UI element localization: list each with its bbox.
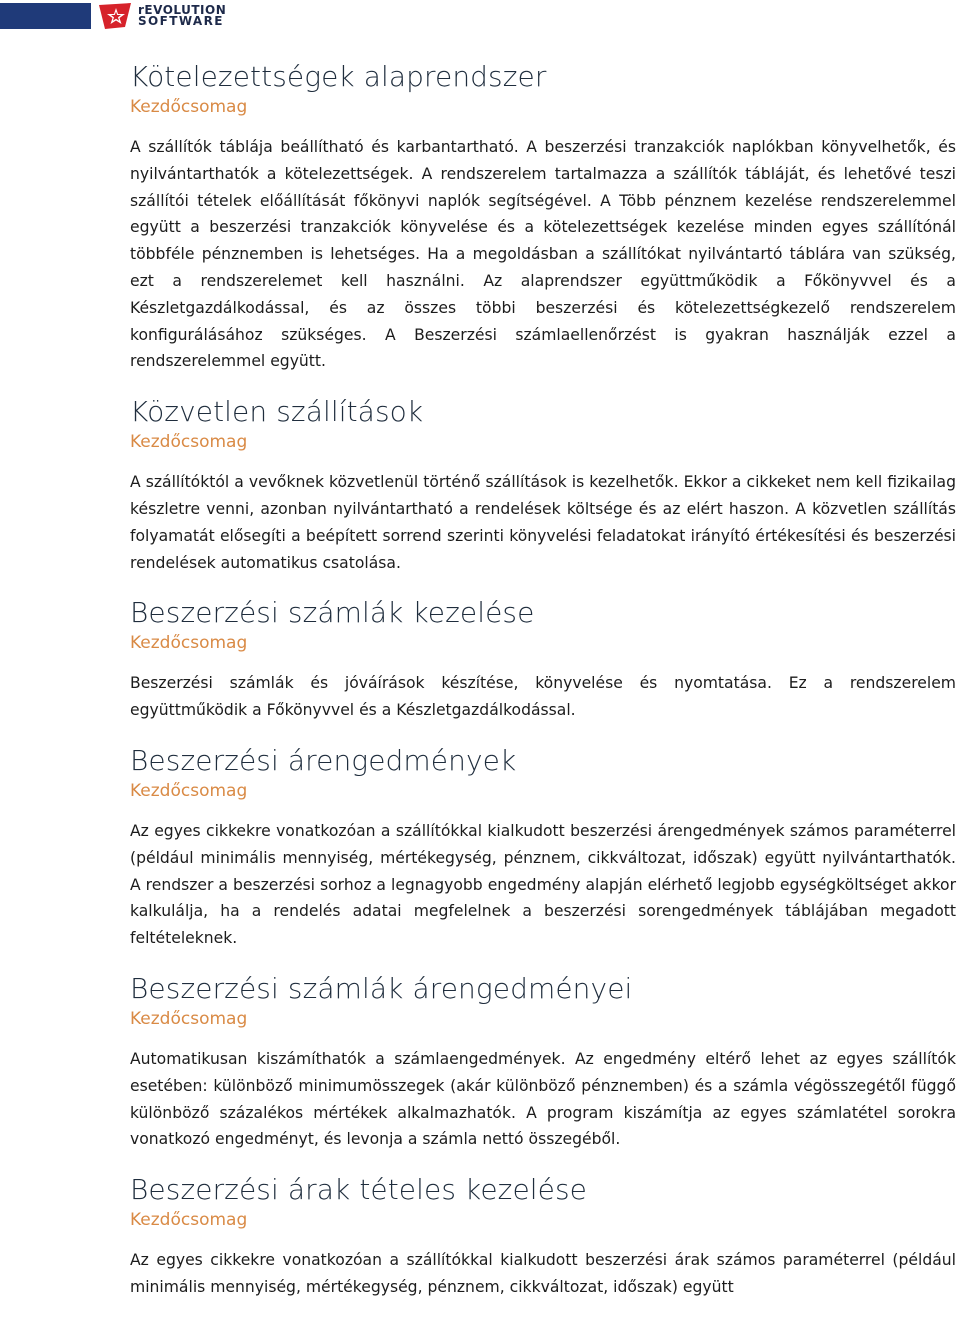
section-szamlak-arengedmenyei xyxy=(130,972,956,1153)
header-bar xyxy=(0,0,960,32)
section-title: Beszerzési árengedmények xyxy=(130,743,517,777)
section-title: Beszerzési számlák kezelése xyxy=(130,596,535,630)
section-title: Kötelezettségek alaprendszer xyxy=(130,60,547,93)
logo-text xyxy=(138,5,226,27)
section-title: Beszerzési számlák árengedményei xyxy=(130,971,633,1005)
header-color-block xyxy=(0,3,91,29)
section-subtitle: Kezdőcsomag xyxy=(130,432,248,453)
section-paragraph: Beszerzési számlák és jóváírások készítése, könyvelése és nyomtatása. Ez a rendszerelem együttműködik a Főkönyvvel és a Készletgazdálkodással. xyxy=(130,674,956,720)
company-logo xyxy=(95,1,226,31)
section-paragraph: Az egyes cikkekre vonatkozóan a szállítókkal kialkudott beszerzési árengedmények számos paraméterrel (például minimális mennyiség, mértékegység, pénznem, cikkváltozat, időszak) együtt nyilvántarthatók. A rendszer a beszerzési sorhoz a legnagyobb engedmény alapján elérhető legjobb egységköltséget akkor kalkulálja, ha a rendelés adatai megfelelnek a beszerzési sorengedmények táblájában megadott feltételeknek. xyxy=(130,821,956,948)
logo-line-2: SOFTWARE xyxy=(138,14,224,28)
section-subtitle: Kezdőcsomag xyxy=(130,97,248,117)
section-paragraph: Automatikusan kiszámíthatók a számlaengedmények. Az engedmény eltérő lehet az egyes szállítók esetében: különböző minimumösszegek (akár különböző pénznemben) és a számla végösszegétől függő különböző százalékos mértékek alkalmazhatók. A program kiszámítja az egyes számlatétel sorokra vonatkozó engedményt, és levonja a számla nettó összegéből. xyxy=(130,1049,956,1149)
section-title: Közvetlen szállítások xyxy=(130,395,424,429)
section-title: Beszerzési árak tételes kezelése xyxy=(130,1173,588,1207)
section-arak-teteles-kezelese xyxy=(130,1173,956,1301)
section-beszerzesi-szamlak xyxy=(130,596,956,724)
document-body xyxy=(130,60,956,1301)
revolution-star-logo-icon xyxy=(95,1,137,31)
section-paragraph: A szállítók táblája beállítható és karbantartható. A beszerzési tranzakciók naplókban könyvelhetők, és nyilvántarthatók a kötelezettségek. A rendszerelem tartalmazza a szállítók tábláját, és lehetővé teszi szállítói tételek előállítását főkönyvi naplók segítségével. A Több pénznem kezelése rendszerelemmel együtt a beszerzési tranzakciók könyvelése és a kötelezettségek kezelése minden egyes szállítónál többféle pénznemben is lehetséges. Ha a megoldásban a szállítókat nyilvántartó táblára van szükség, ezt a rendszerelemet kell használni. Az alaprendszer együttműködik a Főkönyvvel és a Készletgazdálkodással, és az összes többi beszerzési és kötelezettségkezelő rendszerelem konfigurálásához szükséges. A Beszerzési számlaellenőrzést is gyakran használják ezzel a rendszerelemmel együtt. xyxy=(130,138,956,371)
section-beszerzesi-arengedmenyek xyxy=(130,744,956,952)
section-subtitle: Kezdőcsomag xyxy=(130,1210,248,1231)
section-kozvetlen-szallitasok xyxy=(130,395,956,576)
section-kotelezettsegek xyxy=(130,60,956,375)
section-paragraph: Az egyes cikkekre vonatkozóan a szállítókkal kialkudott beszerzési árak számos paraméterrel (például minimális mennyiség, mértékegység, pénznem, cikkváltozat, időszak) együtt xyxy=(130,1251,956,1296)
section-subtitle: Kezdőcsomag xyxy=(130,633,248,654)
section-paragraph: A szállítóktól a vevőknek közvetlenül történő szállítások is kezelhetők. Ekkor a cikkeket nem kell fizikailag készletre venni, azonban nyilvántartható a rendelések költsége és az elért haszon. A közvetlen szállítás folyamatát elősegíti a beépített sorrend szerinti könyvelési feladatokat irányító értékesítési és beszerzési rendelések automatikus csatolása. xyxy=(130,473,956,572)
logo-line-1: rEVOLUTION xyxy=(138,3,227,17)
section-subtitle: Kezdőcsomag xyxy=(130,1008,248,1029)
section-subtitle: Kezdőcsomag xyxy=(130,780,248,801)
